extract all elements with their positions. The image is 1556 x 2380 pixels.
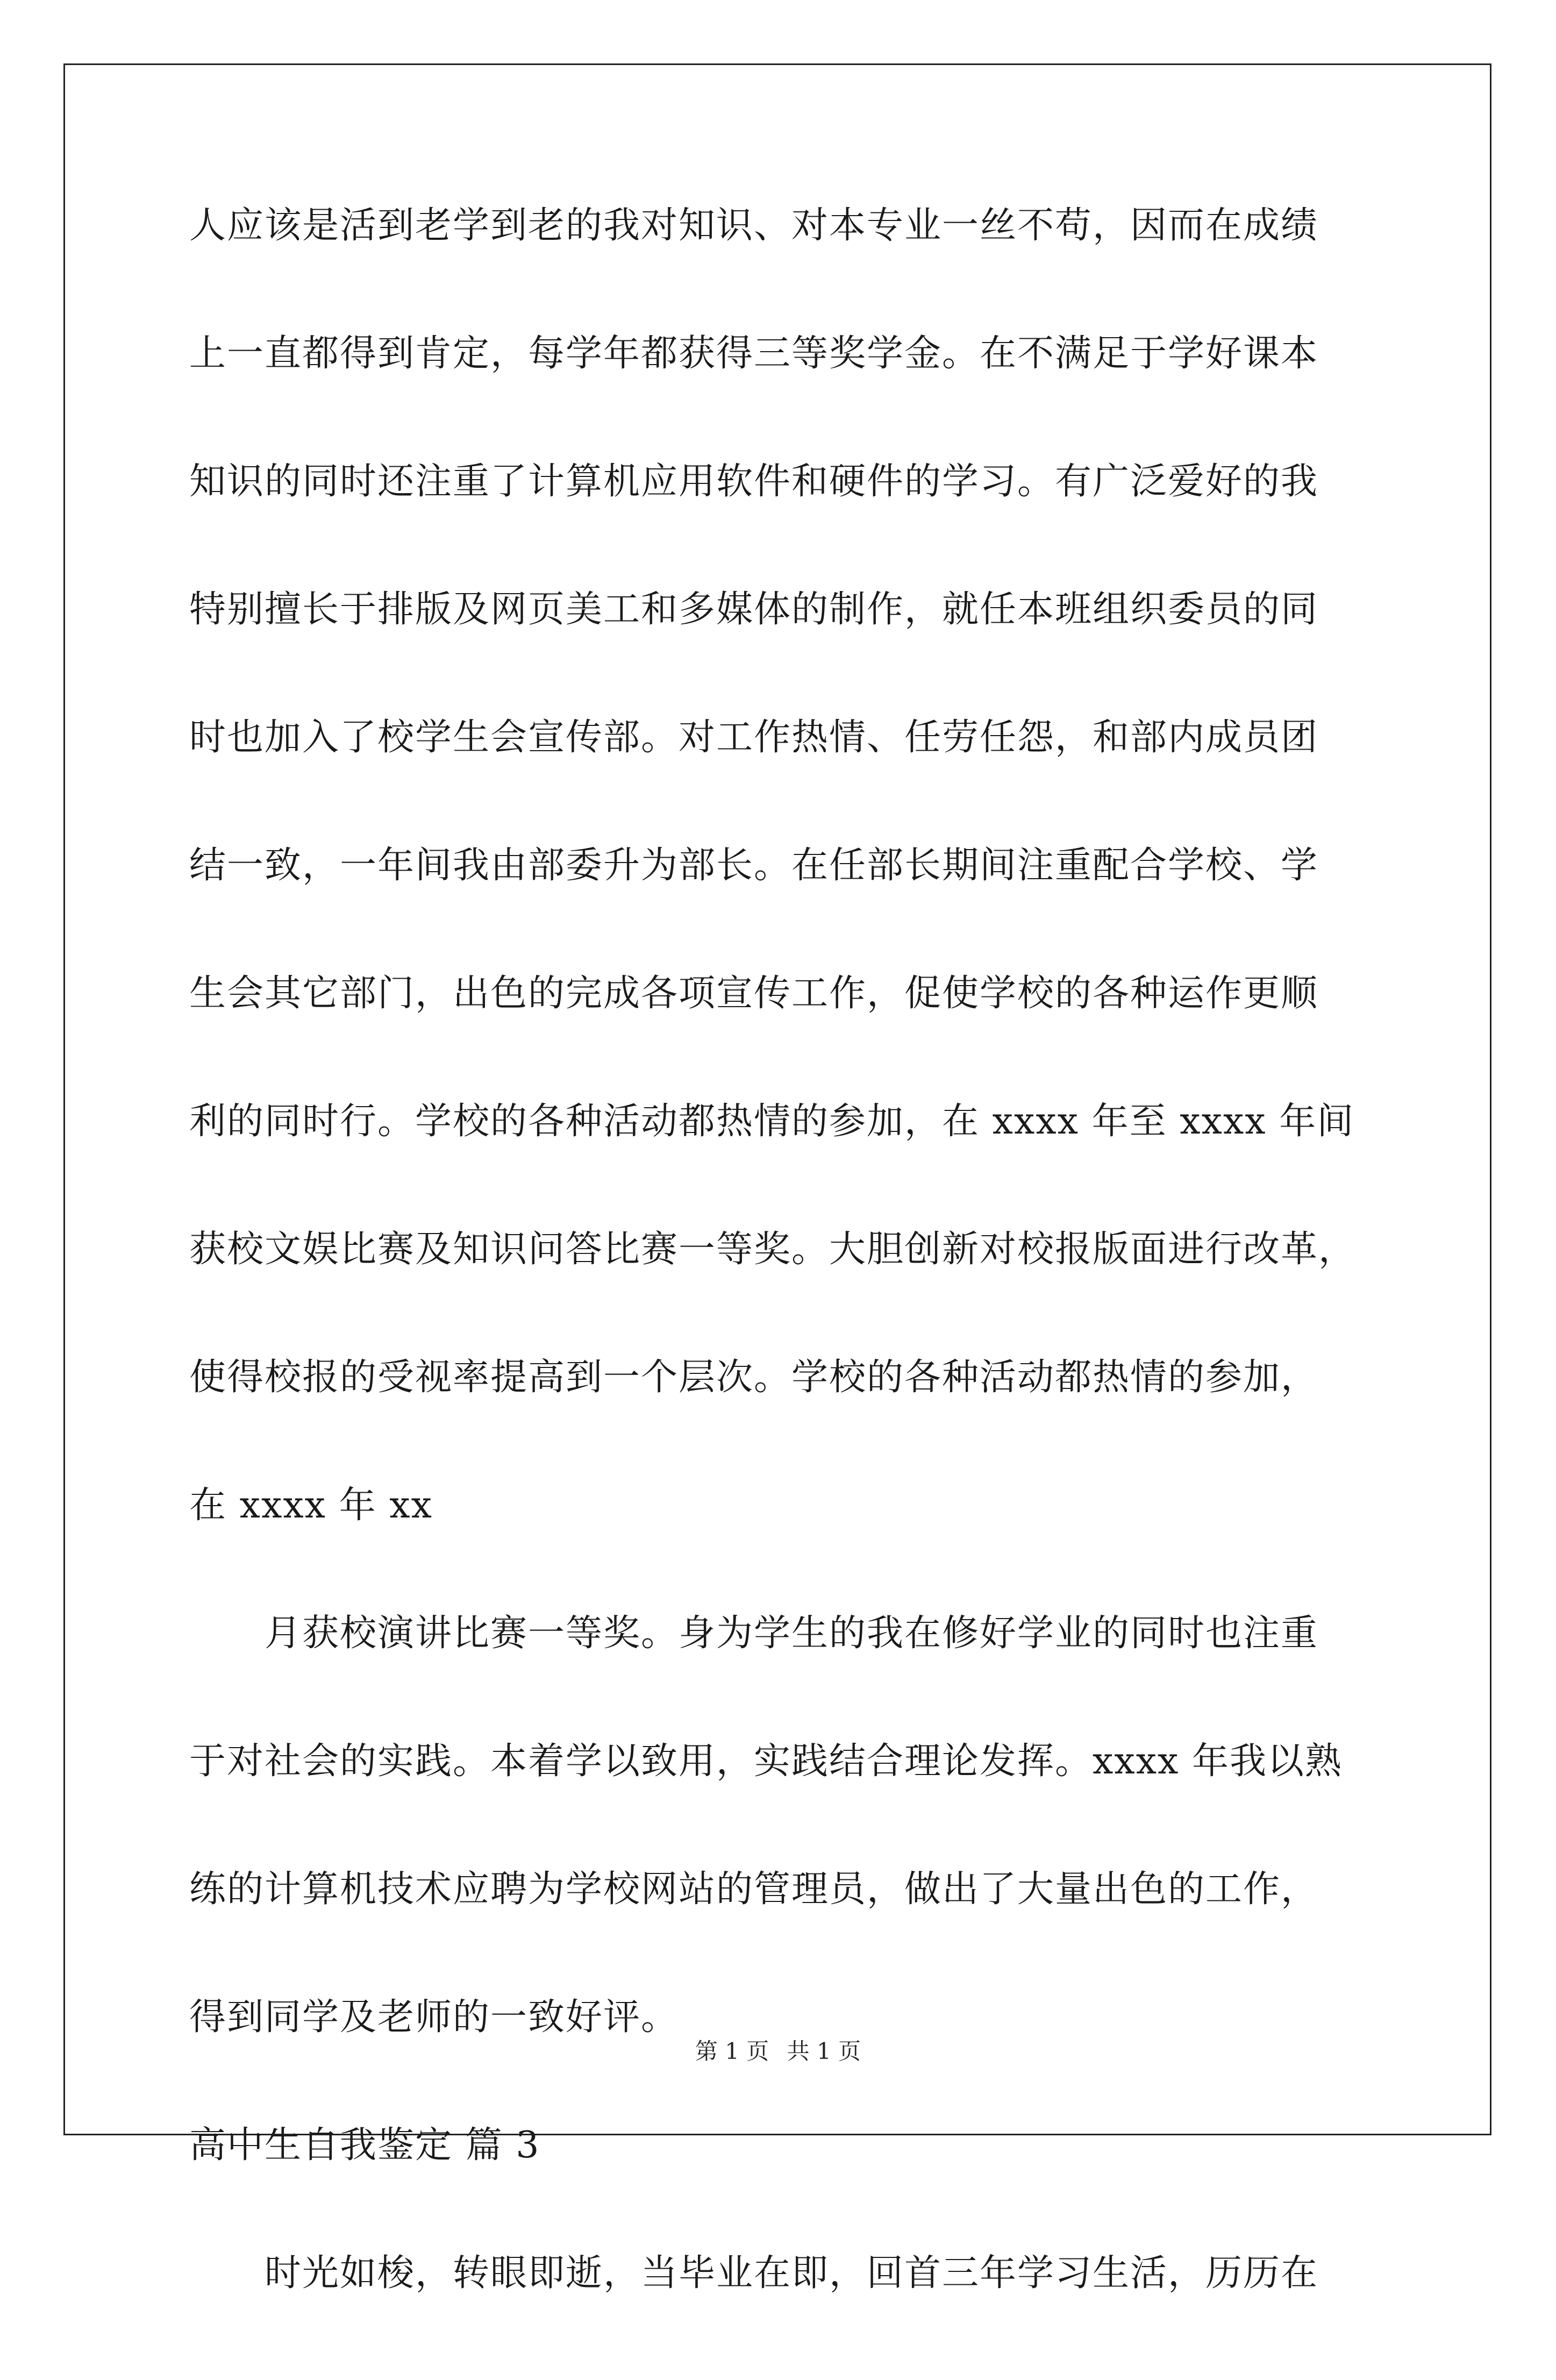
paragraph-line: 利的同时行。学校的各种活动都热情的参加，在 xxxx 年至 xxxx 年间 — [189, 1100, 1355, 1143]
paragraph-line: 知识的同时还注重了计算机应用软件和硬件的学习。有广泛爱好的我 — [189, 460, 1319, 503]
section-heading: 高中生自我鉴定 篇 3 — [189, 2124, 540, 2167]
page-total: 共 1 页 — [787, 2038, 861, 2064]
paragraph-line: 特别擅长于排版及网页美工和多媒体的制作，就任本班组织委员的同 — [189, 588, 1319, 631]
paragraph-line: 得到同学及老师的一致好评。 — [189, 1996, 679, 2039]
paragraph-line: 时光如梭，转眼即逝，当毕业在即，回首三年学习生活，历历在 — [265, 2252, 1319, 2295]
paragraph-line: 结一致，一年间我由部委升为部长。在任部长期间注重配合学校、学 — [189, 844, 1319, 887]
paragraph-line: 在 xxxx 年 xx — [189, 1484, 433, 1527]
paragraph-line: 练的计算机技术应聘为学校网站的管理员，做出了大量出色的工作， — [189, 1868, 1319, 1911]
paragraph-line: 时也加入了校学生会宣传部。对工作热情、任劳任怨，和部内成员团 — [189, 716, 1319, 759]
paragraph-line: 使得校报的受视率提高到一个层次。学校的各种活动都热情的参加， — [189, 1356, 1319, 1399]
paragraph-line: 人应该是活到老学到老的我对知识、对本专业一丝不苟，因而在成绩 — [189, 204, 1319, 247]
page-number: 第 1 页 — [695, 2038, 769, 2064]
paragraph-line: 月获校演讲比赛一等奖。身为学生的我在修好学业的同时也注重 — [265, 1612, 1319, 1655]
paragraph-line: 于对社会的实践。本着学以致用，实践结合理论发挥。xxxx 年我以熟 — [189, 1740, 1343, 1783]
paragraph-line: 获校文娱比赛及知识问答比赛一等奖。大胆创新对校报版面进行改革， — [189, 1228, 1357, 1271]
paragraph-line: 上一直都得到肯定，每学年都获得三等奖学金。在不满足于学好课本 — [189, 332, 1319, 375]
paragraph-line: 生会其它部门，出色的完成各项宣传工作，促使学校的各种运作更顺 — [189, 972, 1319, 1015]
page-footer — [0, 2038, 1556, 2065]
